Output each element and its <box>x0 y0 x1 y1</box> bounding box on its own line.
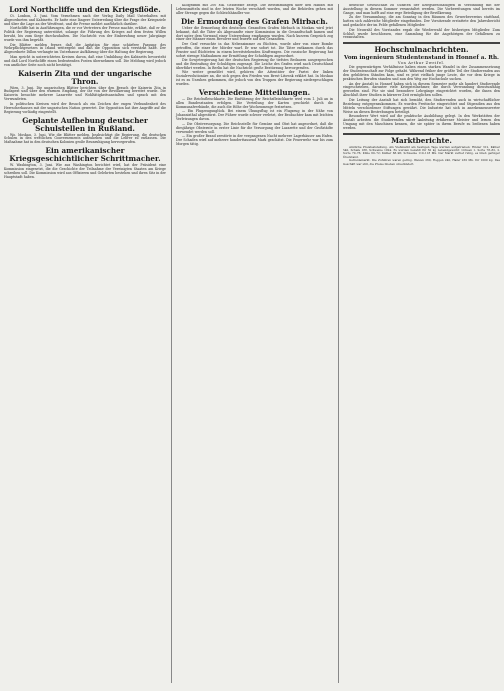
column-3 <box>338 4 500 683</box>
article-paragraph: Wo. Moskau, 3. Juni. Wie die Blätter melden, beabsichtigt die Regierung, die deutschen Schulen in den westlichen Gouvernements aufzuheben und die Lehrer zu entlassen. Die Maßnahme hat in den deutschen Kolonien große Beunruhigung hervorgerufen. <box>4 132 166 145</box>
article-headline: Kaiserin Zita und der ungarische Thron. <box>18 68 152 86</box>
article-paragraph: Die gegenwärtigen Verhältnisse haben einen starken Wandel in der Zusammensetzung der Studentenschaft zur Folge gehabt. Während früher der größte Teil der Studierenden aus den gebildeten Ständen kam, sind es jetzt vielfach junge Leute, die vor dem Kriege in praktischen Berufen standen und nun den Weg zur Hochschule suchen. <box>343 65 500 82</box>
article-headline: Verschiedene Mitteilungen. <box>198 88 311 98</box>
market-report-paragraph: Amtliche Preisfeststellung. Am Viehmarkt am heutigen Tage wurden aufgetrieben: Rinder 312, Kälber 540, Schafe 188, Schweine 1024. Es wurden bezahlt für 50 kg Lebendgewicht: Ochsen 1. Sorte 78–82, 2. Sorte 70–76; Kühe 60–72; Kälber 88–96; Schweine 110–118 Mk. Der Markt verlief ruhig, es blieb geringer Überstand. <box>343 144 500 159</box>
column-2 <box>171 4 333 683</box>
article-paragraph: — Die Obstversorgung. Die Reichsstelle für Gemüse und Obst hat angeordnet, daß die diesjährige Obsternte in erster Linie für die Versorgung der Lazarette und der Großstädte verwendet werden soll. <box>176 121 333 134</box>
section-divider <box>343 133 500 135</box>
article-paragraph: Die Blätter melden ferner, daß die Agitation für eine schärfere Fassung des Wehrpflichtgesetzes in Irland weitergeht und daß die Opposition sich verstärkt habe. Der Abgeordnete Dillon verlangte im Unterhause Aufklärung über die Haltung der Regierung. <box>4 42 166 55</box>
article-paragraph: Der Graf versuchte in das Nebenzimmer zu flüchten, wurde aber von einer Bombe getroffen, die einer der Mörder warf. Er war sofort tot. Die Täter entkamen durch das Fenster und flüchteten in einem bereitstehenden Kraftwagen. Die russische Regierung hat sofort strenge Maßnahmen zur Ermittlung der Schuldigen angeordnet. <box>176 41 333 58</box>
article-paragraph: — Ein großer Brand zerstörte in der vergangenen Nacht mehrere Lagerhäuser am Hafen. Der Schaden wird auf mehrere hunderttausend Mark geschätzt. Die Feuerwehr war bis zum Morgen tätig. <box>176 134 333 146</box>
article-paragraph: W. Washington, 3. Juni. Wie aus Washington berichtet wird, hat der Präsident eine Kommission eingesetzt, die die Geschichte der Teilnahme der Vereinigten Staaten am Kriege schreiben soll. Die Kommission wird aus Offizieren und Gelehrten bestehen und ihren Sitz in der Hauptstadt haben. <box>4 163 166 179</box>
article-paragraph: Die Sowjetregierung hat der deutschen Regierung ihr tiefstes Bedauern ausgesprochen und die Bestrafung der Schuldigen zugesagt. Die Leiche des Grafen wird nach Deutschland überführt werden. In Berlin hat die Nachricht große Bestürzung hervorgerufen. <box>176 58 333 70</box>
article-paragraph: Wie weiter gemeldet wird, gehören die Attentäter der Partei der linken Sozialrevolutionäre an, die sich gegen den Frieden von Brest-Litowsk erklärt hat. In Moskau ist es zu Unruhen gekommen, die jedoch von den Truppen der Regierung niedergeschlagen wurden. <box>176 70 333 87</box>
article-paragraph: Northcliffe hat in Ausführungen, die er vor Vertretern der Presse machte, erklärt, daß er die Politik der Regierung unterstützt, solange die Führung des Krieges auf dem festen Willen beruht, bis zum Siege durchzuhalten. Die Nachricht von der Einberufung neuer Jahrgänge wurde von ihm begrüßt. <box>4 26 166 43</box>
article-paragraph: Zu der Versammlung, die am Sonntag in den Räumen des Gewerbevereins stattfand, hatten sich zahlreiche Mitglieder eingefunden. Der Vorsitzende erstattete den Jahresbericht und gedachte der im Felde gefallenen Mitglieder. <box>343 15 500 28</box>
article-paragraph: — Ein Flugzeugunglück. Bei einem Übungsflug ist ein Flugzeug in der Nähe von Johannisthal abgestürzt. Der Führer wurde schwer verletzt, der Beobachter kam mit leichten Verletzungen davon. <box>176 109 333 122</box>
article-paragraph: Ueber die Ermordung des deutschen Gesandten Grafen Mirbach in Moskau wird jetzt bekannt, daß die Täter als Abgesandte einer Kommission in die Gesandtschaft kamen und dort unter dem Vorwand einer Unterredung empfangen wurden. Nach kurzem Gespräch zog einer der Männer einen Revolver und feuerte auf den Gesandten. <box>176 25 333 42</box>
article-paragraph: An der Anstalt in Honnef haben sich in diesem Semester mehr als hundert Studierende eingeschrieben, darunter viele Kriegsteilnehmer, die durch Verwundung dienstunfähig geworden sind. Für sie sind besondere Lehrgänge eingerichtet worden, die ihnen den Abschluß ihrer Studien in kürzerer Zeit ermöglichen sollen. <box>343 81 500 98</box>
article-paragraph: Ct. Lonbon, 3. Juni. Vom Vernehmen nach der Verlag Daily Mail Unterhalten mit Abgeordneten und Kabinetts. Er hatte eine längere Unterredung über die Frage der Kriegsziele und über die Lage an der Westfront, und die Presse meldet ausführlich darüber. <box>4 14 166 26</box>
article-subheadline: Vom ingenieurn Studentenstand in Honnef a. Rh. <box>344 55 499 62</box>
section-divider <box>343 42 500 44</box>
article-headline: Ein amerikanischer Kriegsgeschichtlicher Schrittmacher. <box>9 146 161 164</box>
article-headline: Geplante Aufhebung deutscher Schulstellen in Rußland. <box>22 115 148 133</box>
article-byline: Von Arthur Zweifel. <box>397 61 446 66</box>
article-paragraph: Man spricht in unterrichteten Kreisen davon, daß eine Umbildung des Kabinetts bevorsteht und daß Lord Northcliffe einen bedeutenden Posten übernehmen soll. Die Meldung wird jedoch von amtlicher Seite noch nicht bestätigt. <box>4 54 166 67</box>
article-paragraph: Die Leitung der Anstalt hat sich bemüht, den Studierenden auch in wirtschaftlicher Beziehung entgegenzukommen. Es wurden Freitische eingerichtet und Stipendien aus den Mitteln verschiedener Stiftungen gewährt. Die Industrie hat sich in anerkennenswerter Weise an diesen Bestrebungen beteiligt. <box>343 97 500 114</box>
article-headline: Hochschulnachrichten. <box>374 45 469 55</box>
article-paragraph: deutsche Gesellschaft zu Gunsten der Kriegsbeschädigten in Verbindung mit der Ausstellung in diesem Sommer veranstaltet werden. Die Vorbereitungen sind bereits im Gange, und man hofft auf eine rege Beteiligung der Bevölkerung. <box>343 4 500 15</box>
article-paragraph: Besonderer Wert wird auf die praktische Ausbildung gelegt. In den Werkstätten der Anstalt arbeiten die Studierenden unter Anleitung erfahrener Meister und lernen den Umgang mit den Maschinen kennen, die sie später in ihrem Berufe zu bedienen haben werden. <box>343 114 500 130</box>
article-paragraph: Kilogramm mit 200 Mk. Geldstrafe belegt. Die Bestimmungen über den Handel mit Lebensmitteln sind in der letzten Woche verschärft worden, und die Behörden gehen mit aller Strenge gegen die Schleichhändler vor. <box>176 4 333 15</box>
article-paragraph: Die Neuwahl des Vorstandes ergab die Wiederwahl der bisherigen Mitglieder. Zum Schluß wurde beschlossen, eine Sammlung für die Angehörigen der Gefallenen zu veranstalten. <box>343 27 500 40</box>
article-headline: Marktberichte. <box>391 135 452 145</box>
article-headline: Die Ermordung des Grafen Mirbach. <box>181 16 328 26</box>
article-paragraph: Wien, 3. Juni. Die ungarischen Blätter berichten über den Besuch der Kaiserin Zita in Budapest und über den warmen Empfang, der ihr von der Bevölkerung bereitet wurde. Die Kaiserin besuchte mehrere Lazarette und Wohltätigkeitsanstalten und sprach mit den Verwundeten. <box>4 85 166 102</box>
newspaper-page <box>4 4 500 683</box>
market-report-paragraph: Getreidemarkt. Die Zufuhren waren gering. Weizen 260, Roggen 240, Hafer 230 Mk. für 1000 kg. Das Geschäft war still, die Preise blieben unverändert. <box>343 158 500 166</box>
column-1 <box>4 4 166 683</box>
article-paragraph: — Die Reichsfleischkarte. Die Einführung der Reichsfleischkarte wird vom 1. Juli an in allen Bundesstaaten erfolgen. Die Verteilung der Karten geschieht durch die Kommunalverbände, die auch die Höhe der Wochenmenge festsetzen. <box>176 97 333 109</box>
article-headline: Lord Northcliffe und den Kriegsflöde. <box>9 5 161 14</box>
article-paragraph: In politischen Kreisen wird der Besuch als ein Zeichen der engen Verbundenheit des Herrscherhauses mit der ungarischen Nation gewertet. Die Opposition hat ihre Angriffe auf die Regierung vorläufig eingestellt. <box>4 101 166 114</box>
